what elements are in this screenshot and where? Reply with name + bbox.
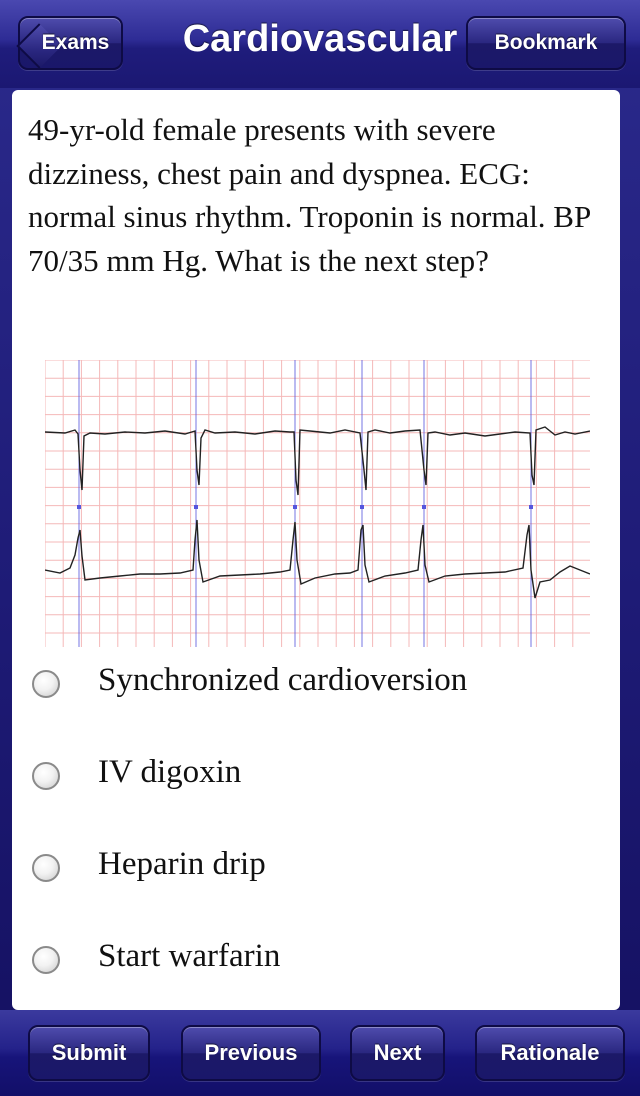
previous-button[interactable]: Previous	[181, 1025, 321, 1081]
question-panel	[12, 90, 620, 1010]
page-title: Cardiovascular	[182, 18, 458, 60]
radio-button[interactable]	[32, 762, 60, 790]
option-iv-digoxin[interactable]	[12, 746, 612, 806]
ecg-beat-markers	[77, 360, 533, 647]
option-heparin-drip[interactable]	[12, 838, 612, 898]
ecg-beat-marker-dot	[360, 505, 364, 509]
ecg-beat-marker-dot	[529, 505, 533, 509]
ecg-beat-marker-dot	[422, 505, 426, 509]
option-label: IV digoxin	[98, 754, 242, 790]
option-label: Heparin drip	[98, 846, 266, 882]
next-button[interactable]: Next	[350, 1025, 445, 1081]
bookmark-button[interactable]: Bookmark	[466, 16, 626, 70]
question-text: 49-yr-old female presents with severe dizziness, chest pain and dyspnea. ECG: normal sinus rhythm. Troponin is normal. BP 70/35 mm Hg. What is the next step?	[28, 112, 591, 278]
radio-button[interactable]	[32, 854, 60, 882]
navigation-bar	[0, 0, 640, 88]
option-label: Start warfarin	[98, 938, 281, 974]
ecg-beat-marker-dot	[194, 505, 198, 509]
option-label: Synchronized cardioversion	[98, 662, 468, 698]
ecg-image	[45, 360, 590, 647]
ecg-grid	[45, 360, 590, 647]
bottom-toolbar	[0, 1010, 640, 1096]
ecg-beat-marker-dot	[77, 505, 81, 509]
option-synchronized-cardioversion[interactable]	[12, 654, 612, 714]
exams-back-label: Exams	[41, 31, 110, 54]
submit-button[interactable]: Submit	[28, 1025, 150, 1081]
option-start-warfarin[interactable]	[12, 930, 612, 990]
ecg-beat-marker-dot	[293, 505, 297, 509]
radio-button[interactable]	[32, 670, 60, 698]
radio-button[interactable]	[32, 946, 60, 974]
rationale-button[interactable]: Rationale	[475, 1025, 625, 1081]
